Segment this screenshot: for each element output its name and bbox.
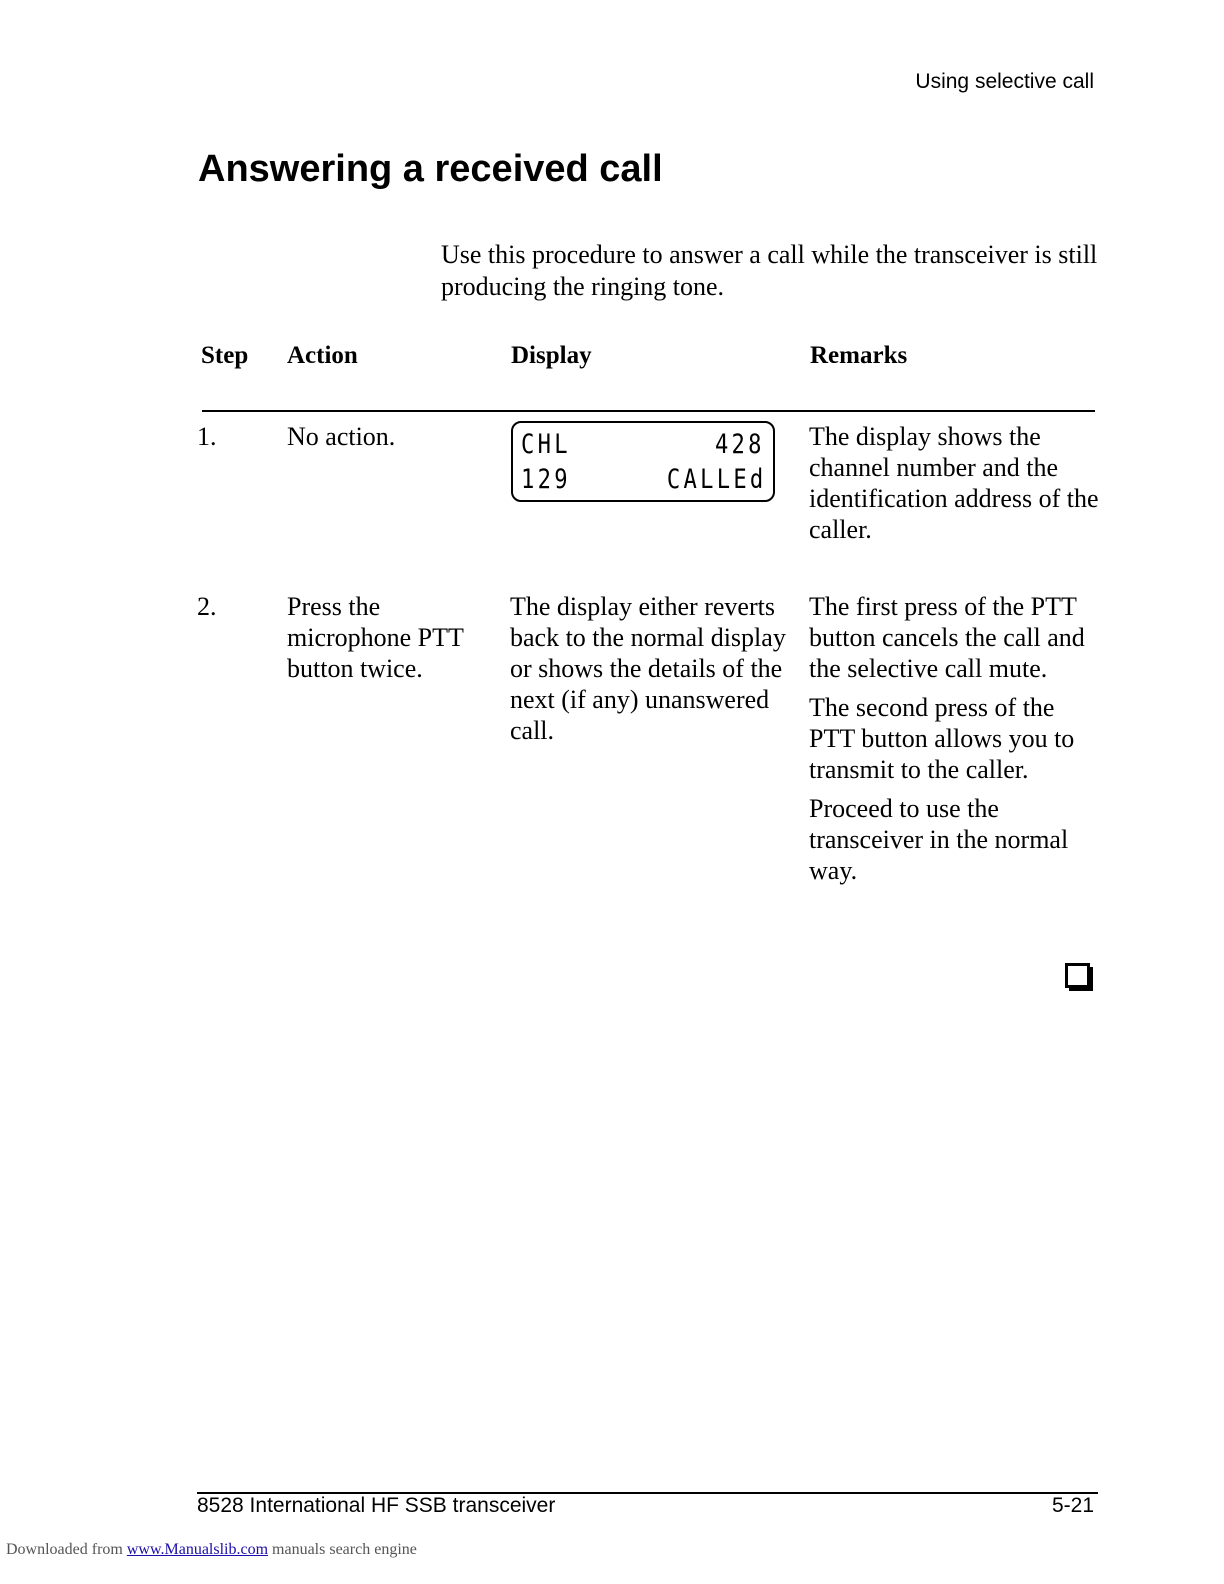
lcd-line1-right: 428 (715, 429, 765, 460)
intro-paragraph: Use this procedure to answer a call while the transceiver is still producing the ringing tone. (441, 240, 1098, 301)
lcd-line1-left: CHL (521, 429, 571, 460)
row2-display: The display either reverts back to the normal display or shows the details of the next (if any) unanswered call. (510, 592, 786, 745)
row1-action: No action. (287, 422, 396, 451)
row2-step: 2. (197, 592, 217, 621)
column-header-remarks: Remarks (810, 342, 908, 369)
lcd-line2-right: CALLEd (667, 464, 767, 495)
row1-step: 1. (197, 422, 217, 451)
footer-page-number: 5-21 (1051, 1494, 1094, 1517)
manualslib-link[interactable]: www.Manualslib.com (126, 1541, 269, 1558)
download-suffix: manuals search engine (272, 1541, 417, 1558)
row1-remarks: The display shows the channel number and the identification address of the caller. (809, 422, 1099, 544)
lcd-line2-left: 129 (521, 464, 571, 495)
row2-remark-1: The first press of the PTT button cancels the call and the selective call mute. (809, 592, 1085, 683)
download-notice (6, 1541, 417, 1559)
download-prefix: Downloaded from (6, 1541, 123, 1558)
footer-manual-title: 8528 International HF SSB transceiver (197, 1494, 556, 1517)
lcd-display-panel (511, 421, 775, 502)
row2-action: Press the microphone PTT button twice. (287, 592, 464, 683)
table-header-rule (202, 410, 1095, 412)
column-header-display: Display (511, 342, 592, 369)
column-header-action: Action (287, 342, 358, 369)
end-of-procedure-box-icon (1065, 963, 1095, 993)
page-title: Answering a received call (198, 148, 663, 190)
column-header-step: Step (201, 342, 249, 369)
running-header: Using selective call (915, 70, 1094, 93)
row2-remarks (809, 591, 1099, 894)
row2-remark-3: Proceed to use the transceiver in the normal way. (809, 794, 1069, 885)
row2-remark-2: The second press of the PTT button allows you to transmit to the caller. (809, 693, 1075, 784)
